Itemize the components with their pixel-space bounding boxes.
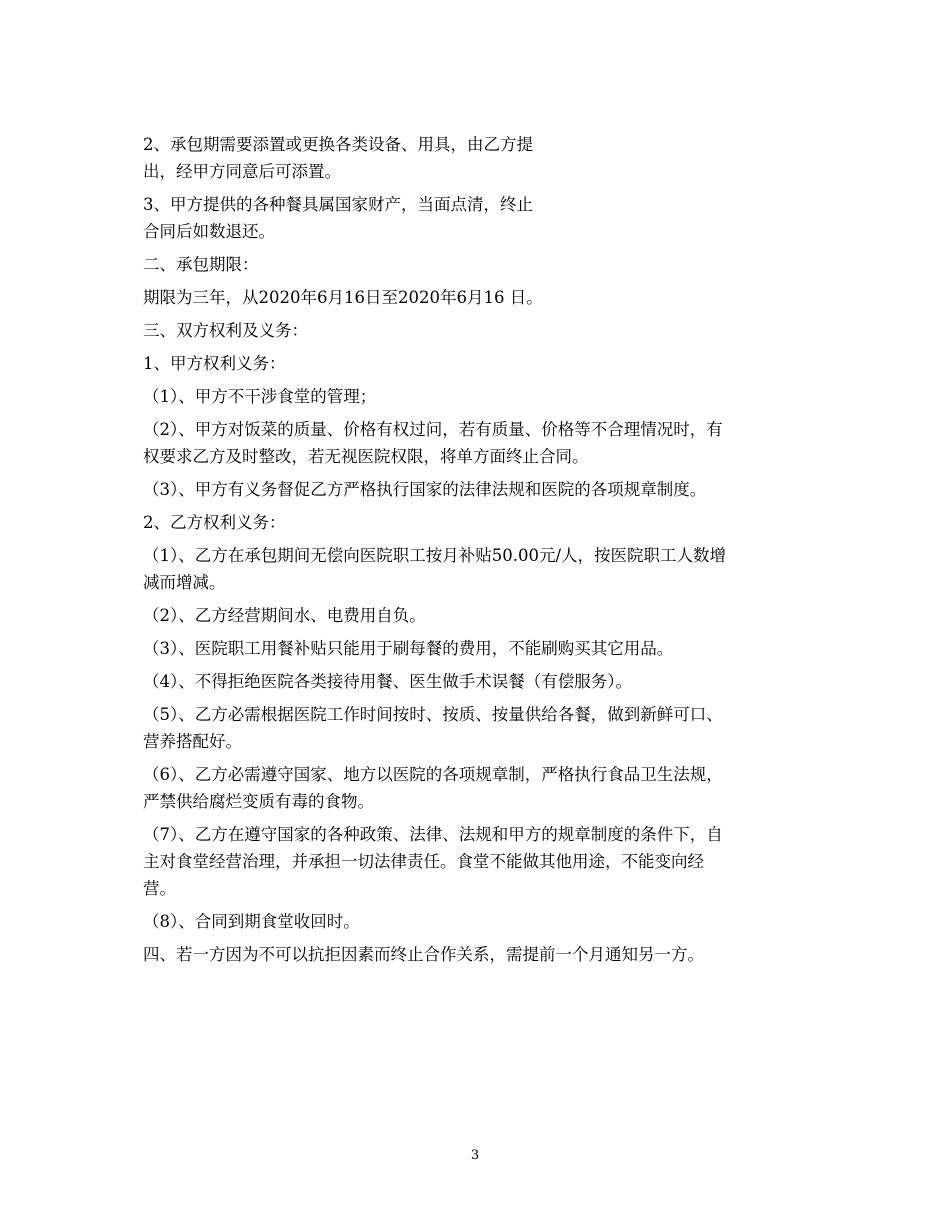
paragraph-line: 二、承包期限： [143,255,259,274]
paragraph [143,131,811,185]
paragraph [143,668,811,695]
paragraph [143,821,811,902]
paragraph-line: （3）、医院职工用餐补贴只能用于刷每餐的费用，不能刷购买其它用品。 [143,639,674,658]
paragraph-line: 权要求乙方及时整改，若无视医院权限，将单方面终止合同。 [143,447,589,466]
paragraph-line: 1、甲方权利义务： [143,354,286,373]
paragraph-line: 3、甲方提供的各种餐具属国家财产，当面点清，终止 [143,195,533,214]
paragraph-line: （2）、乙方经营期间水、电费用自负。 [143,606,426,625]
paragraph-line: （1）、甲方不干涉食堂的管理； [143,387,377,406]
paragraph [143,476,811,503]
paragraph [143,542,811,596]
paragraph-line: 严禁供给腐烂变质有毒的食物。 [143,792,374,811]
document-body [143,131,811,974]
paragraph-line: （3）、甲方有义务督促乙方严格执行国家的法律法规和医院的各项规章制度。 [143,480,707,499]
paragraph-line: （2）、甲方对饭菜的质量、价格有权过问，若有质量、价格等不合理情况时，有 [143,420,723,439]
paragraph [143,635,811,662]
paragraph-line: 四、若一方因为不可以抗拒因素而终止合作关系，需提前一个月通知另一方。 [143,945,704,964]
paragraph [143,383,811,410]
paragraph-line: （1）、乙方在承包期间无偿向医院职工按月补贴50.00元/人，按医院职工人数增 [143,546,727,565]
paragraph-line: 出，经甲方同意后可添置。 [143,162,341,181]
paragraph [143,602,811,629]
paragraph-line: 减而增减。 [143,573,226,592]
paragraph [143,908,811,935]
paragraph-line: （6）、乙方必需遵守国家、地方以医院的各项规章制，严格执行食品卫生法规， [143,765,723,784]
paragraph-line: 期限为三年，从2020年6月16日至2020年6月16 日。 [143,288,543,307]
paragraph [143,761,811,815]
paragraph [143,191,811,245]
paragraph-line: （8）、合同到期食堂收回时。 [143,912,360,931]
section-heading [143,941,811,968]
paragraph-line: 主对食堂经营治理，并承担一切法律责任。食堂不能做其他用途，不能变向经 [143,852,704,871]
paragraph [143,416,811,470]
paragraph-line: 三、双方权利及义务： [143,321,308,340]
page-number: 3 [470,1148,480,1163]
paragraph-line: （7）、乙方在遵守国家的各种政策、法律、法规和甲方的规章制度的条件下，自 [143,825,723,844]
section-heading [143,317,811,344]
paragraph [143,701,811,755]
paragraph-line: 营。 [143,879,176,898]
subsection-heading [143,350,811,377]
paragraph-line: 营养搭配好。 [143,732,242,751]
paragraph [143,284,811,311]
section-heading [143,251,811,278]
paragraph-line: 2、乙方权利义务： [143,513,286,532]
paragraph-line: 合同后如数退还。 [143,222,275,241]
paragraph-line: （5）、乙方必需根据医院工作时间按时、按质、按量供给各餐，做到新鲜可口、 [143,705,723,724]
paragraph-line: 2、承包期需要添置或更换各类设备、用具，由乙方提 [143,135,533,154]
subsection-heading [143,509,811,536]
paragraph-line: （4）、不得拒绝医院各类接待用餐、医生做手术误餐（有偿服务）。 [143,672,632,691]
